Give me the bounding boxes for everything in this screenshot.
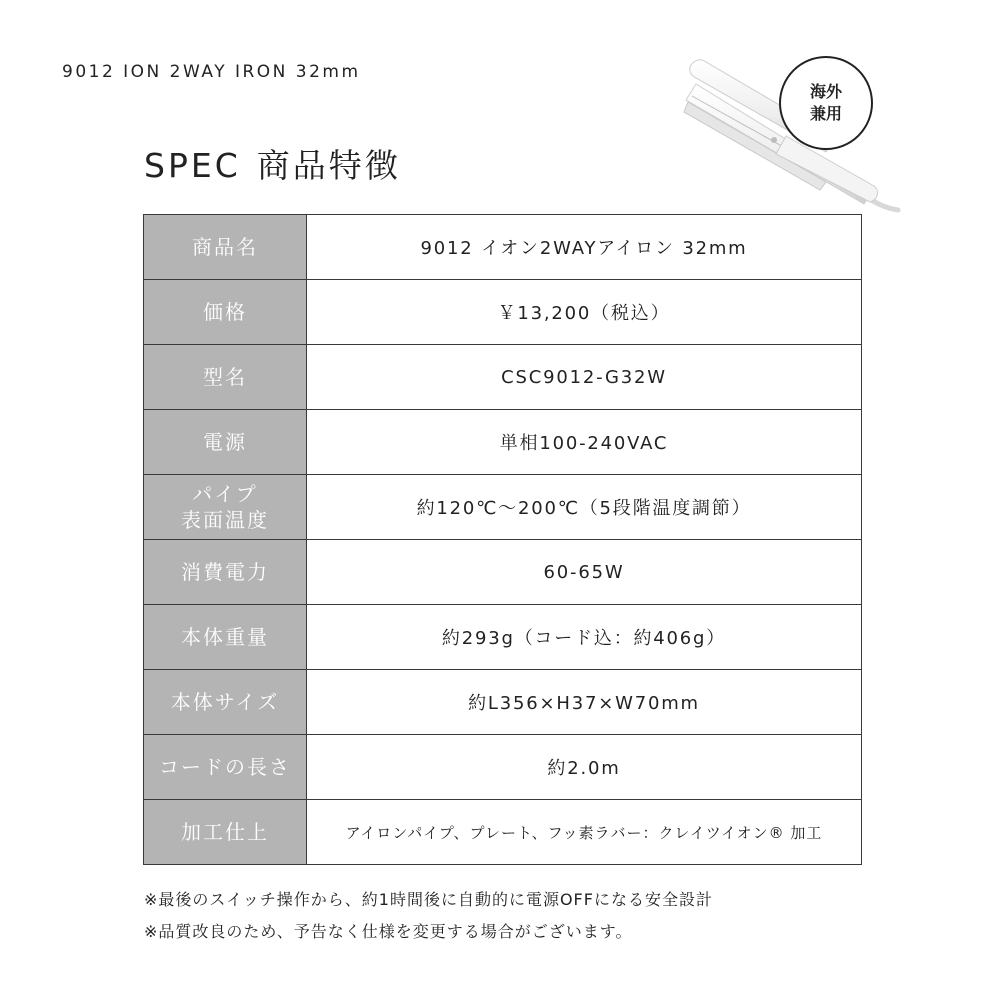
row-label: 本体サイズ [144, 670, 307, 734]
table-row [144, 735, 862, 800]
row-value: 約293g（コード込：約406g） [307, 605, 862, 669]
table-row [144, 215, 862, 280]
row-value: 約120℃～200℃（5段階温度調節） [307, 475, 862, 539]
row-label: 消費電力 [144, 540, 307, 604]
row-value: 単相100-240VAC [307, 410, 862, 474]
table-row [144, 800, 862, 865]
footnote-spec-change: ※品質改良のため、予告なく仕様を変更する場合がございます。 [144, 922, 633, 941]
footnotes [144, 884, 713, 948]
table-row [144, 280, 862, 345]
footnote-auto-off: ※最後のスイッチ操作から、約1時間後に自動的に電源OFFになる安全設計 [144, 890, 713, 909]
table-row [144, 345, 862, 410]
page-title [144, 140, 401, 187]
heading-en: SPEC [144, 146, 241, 185]
row-value: CSC9012-G32W [307, 345, 862, 409]
table-row [144, 670, 862, 735]
product-title: 9012 ION 2WAY IRON 32mm [62, 62, 361, 82]
row-value: 約L356×H37×W70mm [307, 670, 862, 734]
row-label: 本体重量 [144, 605, 307, 669]
spec-table [143, 214, 862, 865]
row-value: 約2.0m [307, 735, 862, 799]
row-label: コードの長さ [144, 735, 307, 799]
row-value: アイロンパイプ、プレート、フッ素ラバー：クレイツイオン® 加工 [307, 800, 862, 864]
row-label: パイプ 表面温度 [144, 475, 307, 539]
row-label: 電源 [144, 410, 307, 474]
table-row [144, 540, 862, 605]
badge-line-1: 海外 [809, 82, 842, 101]
table-row [144, 605, 862, 670]
row-value: ￥13,200（税込） [307, 280, 862, 344]
table-row [144, 475, 862, 540]
heading-ja: 商品特徴 [256, 146, 401, 185]
row-label: 商品名 [144, 215, 307, 279]
table-row [144, 410, 862, 475]
overseas-use-badge [779, 56, 873, 150]
row-label: 価格 [144, 280, 307, 344]
row-value: 9012 イオン2WAYアイロン 32mm [307, 215, 862, 279]
badge-line-2: 兼用 [809, 104, 842, 123]
row-value: 60-65W [307, 540, 862, 604]
row-label: 型名 [144, 345, 307, 409]
row-label: 加工仕上 [144, 800, 307, 864]
